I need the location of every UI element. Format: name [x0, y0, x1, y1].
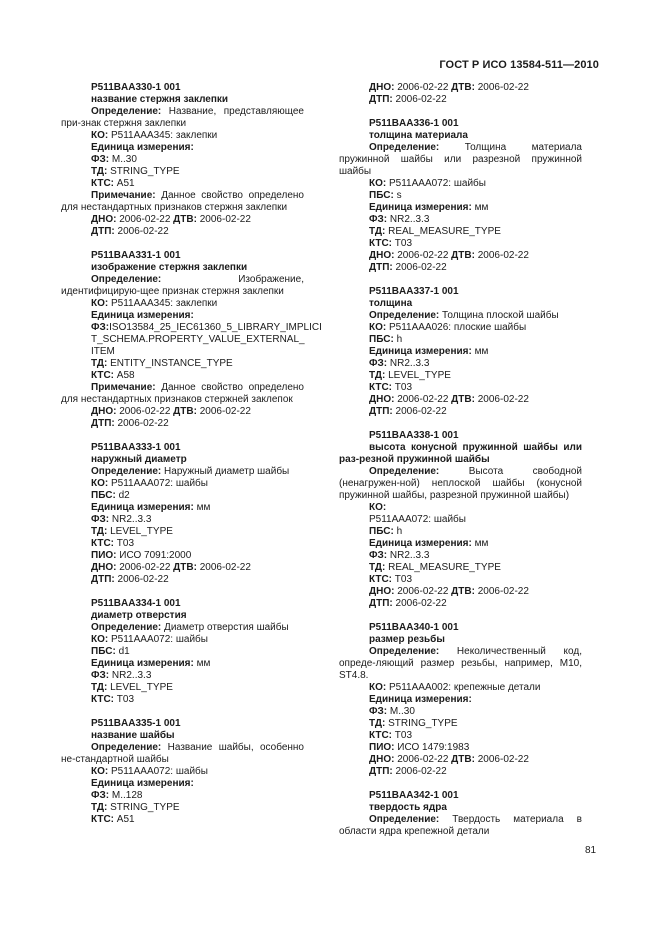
field-value: 2006-02-22	[116, 406, 171, 417]
field-key: КО:	[369, 322, 387, 333]
property-name: высота конусной пружинной шайбы или раз-резной пружинной шайбы	[339, 442, 582, 465]
field-key: ФЗ:	[369, 214, 388, 225]
property-code: P511BAA336-1 001	[369, 118, 459, 129]
field-value: h	[393, 526, 403, 537]
field-value: 2006-02-22	[196, 406, 251, 417]
field-key: Определение:	[369, 814, 440, 825]
field-line	[61, 790, 304, 802]
field-key: КО:	[91, 634, 109, 645]
field-value: мм	[193, 502, 211, 513]
field-value: 2006-02-22	[394, 250, 449, 261]
field-line	[339, 394, 582, 406]
field-key: КТС:	[91, 538, 115, 549]
field-key: ТД:	[91, 526, 108, 537]
field-key: КТС:	[369, 730, 393, 741]
field-key: ДТП:	[369, 94, 393, 105]
field-value: P511AAA026: плоские шайбы	[386, 322, 527, 333]
field-value: ISO13584_25_IEC61360_5_LIBRARY_IMPLICI	[109, 322, 322, 333]
field-line	[339, 706, 582, 718]
field-line	[339, 586, 582, 598]
field-value: Название, представляющее при-знак стержня заклепки	[61, 106, 304, 129]
field-key: Единица измерения:	[369, 694, 472, 705]
field-line	[339, 82, 582, 94]
field-value: 2006-02-22	[394, 586, 449, 597]
field-value: T03	[392, 238, 413, 249]
field-paragraph	[339, 646, 582, 682]
property-code: P511BAA335-1 001	[91, 718, 181, 729]
field-value: LEVEL_TYPE	[107, 526, 173, 537]
field-line	[61, 622, 304, 634]
field-line	[339, 574, 582, 586]
field-value: Неколичественный код, опреде-ляющий размер резьбы, например, M10, ST4.8.	[339, 646, 582, 681]
field-value: мм	[471, 202, 489, 213]
field-value: 2006-02-22	[474, 754, 529, 765]
field-paragraph	[61, 382, 304, 406]
property-name: изображение стержня заклепки	[91, 262, 248, 273]
field-key: ДНО:	[369, 394, 395, 405]
field-line	[61, 370, 304, 382]
field-value: T03	[392, 730, 413, 741]
field-line	[61, 418, 304, 430]
field-key: ДНО:	[91, 406, 117, 417]
field-line	[61, 166, 304, 178]
field-key: ДНО:	[369, 754, 395, 765]
continued-entry	[339, 82, 582, 106]
field-key: Примечание:	[91, 382, 156, 393]
field-value: 2006-02-22	[114, 418, 169, 429]
field-key: Единица измерения:	[91, 778, 194, 789]
field-value: NR2..3.3	[387, 358, 430, 369]
field-key: Определение:	[91, 742, 162, 753]
field-key: ДТП:	[369, 598, 393, 609]
field-key: Единица измерения:	[91, 658, 194, 669]
property-entry	[61, 598, 304, 706]
field-line	[339, 94, 582, 106]
field-line	[61, 142, 304, 154]
field-line	[61, 538, 304, 550]
field-line	[61, 694, 304, 706]
field-value: Название шайбы, особенно не-стандартной шайбы	[61, 742, 304, 765]
field-key: КО:	[91, 766, 109, 777]
field-key: ПБС:	[369, 334, 394, 345]
field-line	[61, 130, 304, 142]
field-key: КТС:	[91, 814, 115, 825]
field-paragraph	[61, 190, 304, 214]
field-value: REAL_MEASURE_TYPE	[385, 226, 501, 237]
field-line	[61, 466, 304, 478]
field-value: Толщина материала пружинной шайбы или разрезной пружинной шайбы	[339, 142, 582, 177]
field-key: ПИО:	[369, 742, 395, 753]
field-value: Данное свойство определено для нестандартных признаков стержней заклепок	[61, 382, 304, 405]
property-code: P511BAA333-1 001	[91, 442, 181, 453]
field-value: 2006-02-22	[392, 406, 447, 417]
field-line	[339, 694, 582, 706]
field-line	[339, 334, 582, 346]
field-key: Примечание:	[91, 190, 156, 201]
document-header: ГОСТ Р ИСО 13584-511—2010	[439, 59, 599, 71]
field-line	[339, 346, 582, 358]
field-line	[61, 670, 304, 682]
field-value: M..30	[109, 154, 137, 165]
field-value: P511AAA072: шайбы	[108, 634, 208, 645]
field-value: LEVEL_TYPE	[107, 682, 173, 693]
property-name: размер резьбы	[369, 634, 445, 645]
field-paragraph	[61, 274, 304, 298]
field-line	[339, 202, 582, 214]
field-value: REAL_MEASURE_TYPE	[385, 562, 501, 573]
field-value: 2006-02-22	[392, 262, 447, 273]
field-value: 2006-02-22	[116, 562, 171, 573]
field-key: ТД:	[369, 562, 386, 573]
field-key: ДТП:	[91, 226, 115, 237]
field-key: КО:	[91, 130, 109, 141]
field-key: ФЗ:	[91, 790, 110, 801]
field-value: NR2..3.3	[109, 514, 152, 525]
field-key: Определение:	[91, 106, 162, 117]
field-key: КТС:	[91, 694, 115, 705]
field-key: ПБС:	[91, 490, 116, 501]
field-line	[61, 766, 304, 778]
property-code: P511BAA330-1 001	[91, 82, 181, 93]
field-value: 2006-02-22	[474, 394, 529, 405]
field-key: ДТП:	[369, 262, 393, 273]
field-key: ДТВ:	[448, 82, 475, 93]
field-key: ТД:	[91, 802, 108, 813]
field-line	[61, 646, 304, 658]
property-code: P511BAA337-1 001	[369, 286, 459, 297]
field-key: ФЗ:	[369, 550, 388, 561]
field-line	[61, 406, 304, 418]
field-line	[61, 214, 304, 226]
field-key: Определение:	[91, 274, 162, 285]
field-value: 2006-02-22	[116, 214, 171, 225]
field-paragraph	[339, 466, 582, 502]
field-line	[61, 562, 304, 574]
field-line	[339, 406, 582, 418]
field-key: ПБС:	[91, 646, 116, 657]
field-key: ТД:	[91, 358, 108, 369]
field-value: Твердость материала в области ядра крепежной детали	[339, 814, 582, 837]
field-key: ДТВ:	[170, 214, 197, 225]
property-entry	[61, 718, 304, 826]
field-value: ИСО 1479:1983	[394, 742, 470, 753]
field-value: Высота свободной (ненагружен-ной) неплоской шайбы (конусной пружинной шайбы, разрезной пружинной шайбы)	[339, 466, 582, 501]
field-value: P511AAA002: крепежные детали	[386, 682, 541, 693]
field-value: 2006-02-22	[474, 82, 529, 93]
field-value: ITEM	[91, 346, 115, 357]
field-value: P511AAA072: шайбы	[369, 514, 466, 525]
field-value: T03	[392, 574, 413, 585]
field-key: ФЗ:	[369, 706, 388, 717]
field-key: ПИО:	[91, 550, 117, 561]
field-line	[339, 322, 582, 334]
field-line	[339, 514, 582, 526]
field-key: ДТВ:	[170, 406, 197, 417]
field-line	[61, 490, 304, 502]
field-key: ПБС:	[369, 526, 394, 537]
field-value: A51	[114, 178, 135, 189]
field-value: NR2..3.3	[387, 550, 430, 561]
field-line	[61, 682, 304, 694]
field-value: M..128	[109, 790, 143, 801]
field-line	[339, 262, 582, 274]
field-key: ДНО:	[91, 214, 117, 225]
property-code: P511BAA331-1 001	[91, 250, 181, 261]
field-key: ТД:	[91, 682, 108, 693]
field-line	[339, 598, 582, 610]
field-key: Определение:	[91, 622, 162, 633]
field-key: ДНО:	[369, 82, 395, 93]
field-paragraph	[61, 742, 304, 766]
field-value: Данное свойство определено для нестандартных признаков стержня заклепки	[61, 190, 304, 213]
property-name: название стержня заклепки	[91, 94, 229, 105]
property-entry	[339, 790, 582, 838]
field-value: 2006-02-22	[196, 214, 251, 225]
field-line	[339, 562, 582, 574]
field-line	[61, 310, 304, 322]
field-key: КТС:	[91, 178, 115, 189]
field-line	[339, 382, 582, 394]
property-name: название шайбы	[91, 730, 175, 741]
field-key: ТД:	[369, 226, 386, 237]
field-key: КТС:	[91, 370, 115, 381]
property-entry	[339, 622, 582, 778]
field-key: Единица измерения:	[369, 346, 472, 357]
property-name: толщина	[369, 298, 413, 309]
field-value: 2006-02-22	[474, 586, 529, 597]
field-value: Наружный диаметр шайбы	[161, 466, 290, 477]
field-key: КО:	[369, 502, 387, 513]
field-key: КО:	[369, 178, 387, 189]
field-line	[61, 634, 304, 646]
field-key: ФЗ:	[369, 358, 388, 369]
left-column	[61, 82, 322, 838]
field-value: P511AAA072: шайбы	[108, 766, 208, 777]
field-key: Единица измерения:	[91, 310, 194, 321]
field-line	[61, 154, 304, 166]
field-value: h	[393, 334, 403, 345]
field-value: 2006-02-22	[392, 94, 447, 105]
field-value: P511AAA345: заклепки	[108, 130, 218, 141]
field-line	[61, 814, 304, 826]
field-value: d2	[115, 490, 130, 501]
field-key: ФЗ:	[91, 154, 110, 165]
property-name: наружный диаметр	[91, 454, 187, 465]
field-line	[61, 574, 304, 586]
field-key: ТД:	[91, 166, 108, 177]
field-value: 2006-02-22	[394, 754, 449, 765]
field-line	[61, 322, 322, 334]
field-key: ДНО:	[369, 250, 395, 261]
field-key: КТС:	[369, 382, 393, 393]
field-line	[61, 178, 304, 190]
field-line	[339, 370, 582, 382]
field-key: ФЗ:	[91, 514, 110, 525]
field-key: ДТВ:	[448, 250, 475, 261]
property-entry	[61, 442, 304, 586]
field-key: ДНО:	[91, 562, 117, 573]
field-paragraph	[339, 814, 582, 838]
field-key: Определение:	[369, 466, 440, 477]
field-value: Толщина плоской шайбы	[439, 310, 559, 321]
page-number: 81	[585, 845, 597, 856]
field-value: STRING_TYPE	[385, 718, 458, 729]
field-value: 2006-02-22	[394, 394, 449, 405]
field-key: Единица измерения:	[91, 502, 194, 513]
field-value: NR2..3.3	[109, 670, 152, 681]
field-line	[339, 226, 582, 238]
field-key: КО:	[91, 478, 109, 489]
property-entry	[61, 250, 322, 430]
field-key: Единица измерения:	[369, 202, 472, 213]
property-name: диаметр отверстия	[91, 610, 187, 621]
field-line	[61, 658, 304, 670]
field-value: T03	[114, 694, 135, 705]
field-key: ДНО:	[369, 586, 395, 597]
field-value: мм	[471, 538, 489, 549]
field-line	[339, 358, 582, 370]
field-line	[339, 682, 582, 694]
field-key: Определение:	[369, 646, 440, 657]
field-key: КТС:	[369, 574, 393, 585]
field-value: T_SCHEMA.PROPERTY_VALUE_EXTERNAL_	[91, 334, 305, 345]
field-value: A58	[114, 370, 135, 381]
field-line	[339, 310, 582, 322]
field-line	[339, 766, 582, 778]
field-line	[339, 214, 582, 226]
property-code: P511BAA334-1 001	[91, 598, 181, 609]
property-code: P511BAA340-1 001	[369, 622, 459, 633]
field-line	[61, 334, 304, 346]
field-value: d1	[115, 646, 130, 657]
field-key: ДТВ:	[448, 394, 475, 405]
field-value: STRING_TYPE	[107, 166, 180, 177]
field-key: ДТП:	[369, 406, 393, 417]
field-key: КО:	[369, 682, 387, 693]
field-key: Определение:	[369, 310, 440, 321]
field-key: ФЗ:	[91, 322, 110, 333]
field-line	[61, 226, 304, 238]
field-value: 2006-02-22	[114, 574, 169, 585]
field-key: ДТВ:	[170, 562, 197, 573]
field-value: s	[393, 190, 402, 201]
field-paragraph	[339, 142, 582, 178]
field-value: P511AAA345: заклепки	[108, 298, 218, 309]
field-key: ФЗ:	[91, 670, 110, 681]
field-value: P511AAA072: шайбы	[108, 478, 208, 489]
field-value: LEVEL_TYPE	[385, 370, 451, 381]
field-value: T03	[392, 382, 413, 393]
field-value: STRING_TYPE	[107, 802, 180, 813]
field-line	[339, 718, 582, 730]
field-line	[339, 550, 582, 562]
field-line	[339, 502, 582, 514]
field-key: Определение:	[369, 142, 440, 153]
field-value: A51	[114, 814, 135, 825]
field-line	[339, 238, 582, 250]
field-line	[339, 538, 582, 550]
field-value: ENTITY_INSTANCE_TYPE	[107, 358, 233, 369]
field-value: P511AAA072: шайбы	[386, 178, 486, 189]
field-key: Единица измерения:	[91, 142, 194, 153]
field-key: ДТП:	[91, 574, 115, 585]
field-key: ТД:	[369, 370, 386, 381]
field-line	[61, 550, 304, 562]
field-key: ТД:	[369, 718, 386, 729]
field-value: мм	[193, 658, 211, 669]
field-key: Единица измерения:	[369, 538, 472, 549]
field-key: КТС:	[369, 238, 393, 249]
field-line	[339, 742, 582, 754]
field-value: 2006-02-22	[196, 562, 251, 573]
field-value: мм	[471, 346, 489, 357]
field-line	[61, 478, 304, 490]
field-value: T03	[114, 538, 135, 549]
field-value: Диаметр отверстия шайбы	[161, 622, 289, 633]
field-line	[339, 178, 582, 190]
field-line	[339, 730, 582, 742]
field-value: ИСО 7091:2000	[116, 550, 192, 561]
field-line	[61, 802, 304, 814]
field-value: NR2..3.3	[387, 214, 430, 225]
field-paragraph	[61, 106, 304, 130]
property-entry	[61, 82, 304, 238]
field-key: Определение:	[91, 466, 162, 477]
field-key: ДТВ:	[448, 586, 475, 597]
property-entry	[339, 430, 582, 610]
field-line	[61, 358, 304, 370]
field-key: ДТП:	[91, 418, 115, 429]
field-value: 2006-02-22	[392, 766, 447, 777]
field-line	[339, 754, 582, 766]
field-line	[339, 526, 582, 538]
field-value: 2006-02-22	[114, 226, 169, 237]
field-value: 2006-02-22	[394, 82, 449, 93]
right-column	[339, 82, 582, 850]
property-entry	[339, 118, 582, 274]
property-code: P511BAA338-1 001	[369, 430, 459, 441]
field-key: КО:	[91, 298, 109, 309]
field-line	[339, 190, 582, 202]
field-line	[61, 514, 304, 526]
field-line	[61, 502, 304, 514]
field-value: 2006-02-22	[392, 598, 447, 609]
property-code: P511BAA342-1 001	[369, 790, 459, 801]
field-key: ПБС:	[369, 190, 394, 201]
field-line	[61, 298, 304, 310]
field-value: Изображение, идентифицирую-щее признак стержня заклепки	[61, 274, 304, 297]
property-name: толщина материала	[369, 130, 468, 141]
field-key: ДТВ:	[448, 754, 475, 765]
field-line	[339, 250, 582, 262]
property-name: твердость ядра	[369, 802, 447, 813]
field-value: 2006-02-22	[474, 250, 529, 261]
property-entry	[339, 286, 582, 418]
field-key: ДТП:	[369, 766, 393, 777]
field-line	[61, 346, 304, 358]
field-line	[61, 526, 304, 538]
field-value: M..30	[387, 706, 415, 717]
field-line	[61, 778, 304, 790]
